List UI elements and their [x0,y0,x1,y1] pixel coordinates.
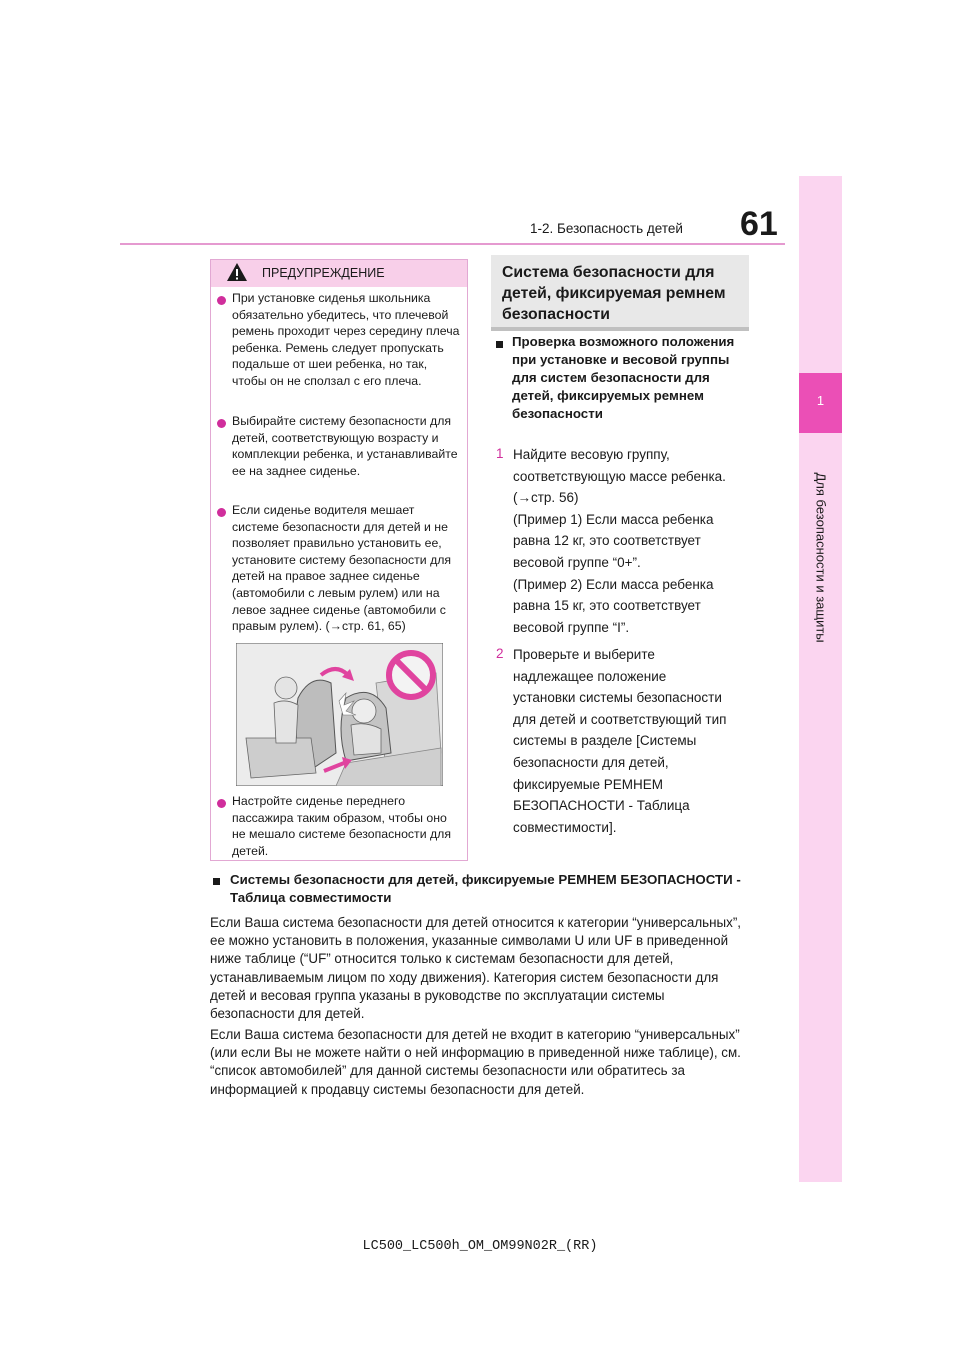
warning-item: При установке сиденья школьника обязательно убедитесь, что плечевой ремень проходит через середину плеча ребенка. Ремень следует пропускать подальше от шеи ребенка, но так, чтобы он не сползал с его плеча. [232,291,460,388]
bullet-square-icon [496,341,503,348]
warning-triangle-icon [226,262,248,282]
body-paragraph: Если Ваша система безопасности для детей не входит в категорию “универсальных” (или если Вы не можете найти о ней информацию в приведенной ниже таблице), см. “список автомобилей” для данной системы безопасности или обратитесь за информацией к продавцу системы безопасности для детей. [210,1027,741,1097]
bullet-square-icon [213,878,220,885]
step-number: 1 [496,446,504,461]
bullet-dot-icon [217,296,226,305]
step-text: Проверьте и выберите надлежащее положение установки системы безопасности для детей и соответствующий тип системы в разделе [Системы безопасности для детей, фиксируемые РЕМНЕМ БЕЗОПАСНОСТИ - Таблица совместимости]. [513,647,727,835]
warning-item: Выбирайте систему безопасности для детей, соответствующую возрасту и комплекции ребенка, и устанавливайте ее на заднее сиденье. [232,414,458,478]
chapter-side-tab [799,176,842,1182]
warning-item: Настройте сиденье переднего пассажира таким образом, чтобы оно не мешало системе безопасности для детей. [232,794,451,858]
bullet-dot-icon [217,419,226,428]
child-seat-illustration [236,643,443,786]
step-text: Найдите весовую группу, соответствующую массе ребенка. (→стр. 56) (Пример 1) Если масса ребенка равна 12 кг, это соответствует весовой группе “0+”. (Пример 2) Если масса ребенка равна 15 кг, это соответствует весовой группе “I”. [513,447,726,635]
section-header-title: Система безопасности для детей, фиксируемая ремнем безопасности [502,264,726,323]
step-number: 2 [496,646,504,661]
warning-item: Если сиденье водителя мешает системе безопасности для детей и не позволяет правильно установить ее, установите систему безопасности для детей на правое заднее сиденье (автомобили с левым рулем) или на левое заднее сиденье (автомобили с правым рулем). (→стр. 61, 65) [232,503,452,634]
subsection-heading: Проверка возможного положения при установке и весовой группы для систем безопасности для детей, фиксируемых ремнем безопасности [512,334,735,421]
document-code: LC500_LC500h_OM_OM99N02R_(RR) [362,1239,598,1254]
chapter-label: Для безопасности и защиты [813,472,829,643]
page-number: 61 [740,205,778,243]
subsection-heading: Системы безопасности для детей, фиксируемые РЕМНЕМ БЕЗОПАСНОСТИ - Таблица совместимости [230,872,741,905]
header-divider [120,243,785,245]
chapter-number: 1 [816,393,825,408]
bullet-dot-icon [217,508,226,517]
warning-title: ПРЕДУПРЕЖДЕНИЕ [262,266,385,280]
section-title: 1-2. Безопасность детей [530,221,683,236]
body-paragraph: Если Ваша система безопасности для детей относится к категории “универсальных”, ее можно установить в положения, указанные символами U или UF в приведенной ниже таблице (“UF” относится только к системам безопасности для детей, устанавливаемым лицом по ходу движения). Категория систем безопасности для детей и весовая группа указаны в руководстве по эксплуатации системы безопасности для детей. [210,915,742,1022]
bullet-dot-icon [217,799,226,808]
